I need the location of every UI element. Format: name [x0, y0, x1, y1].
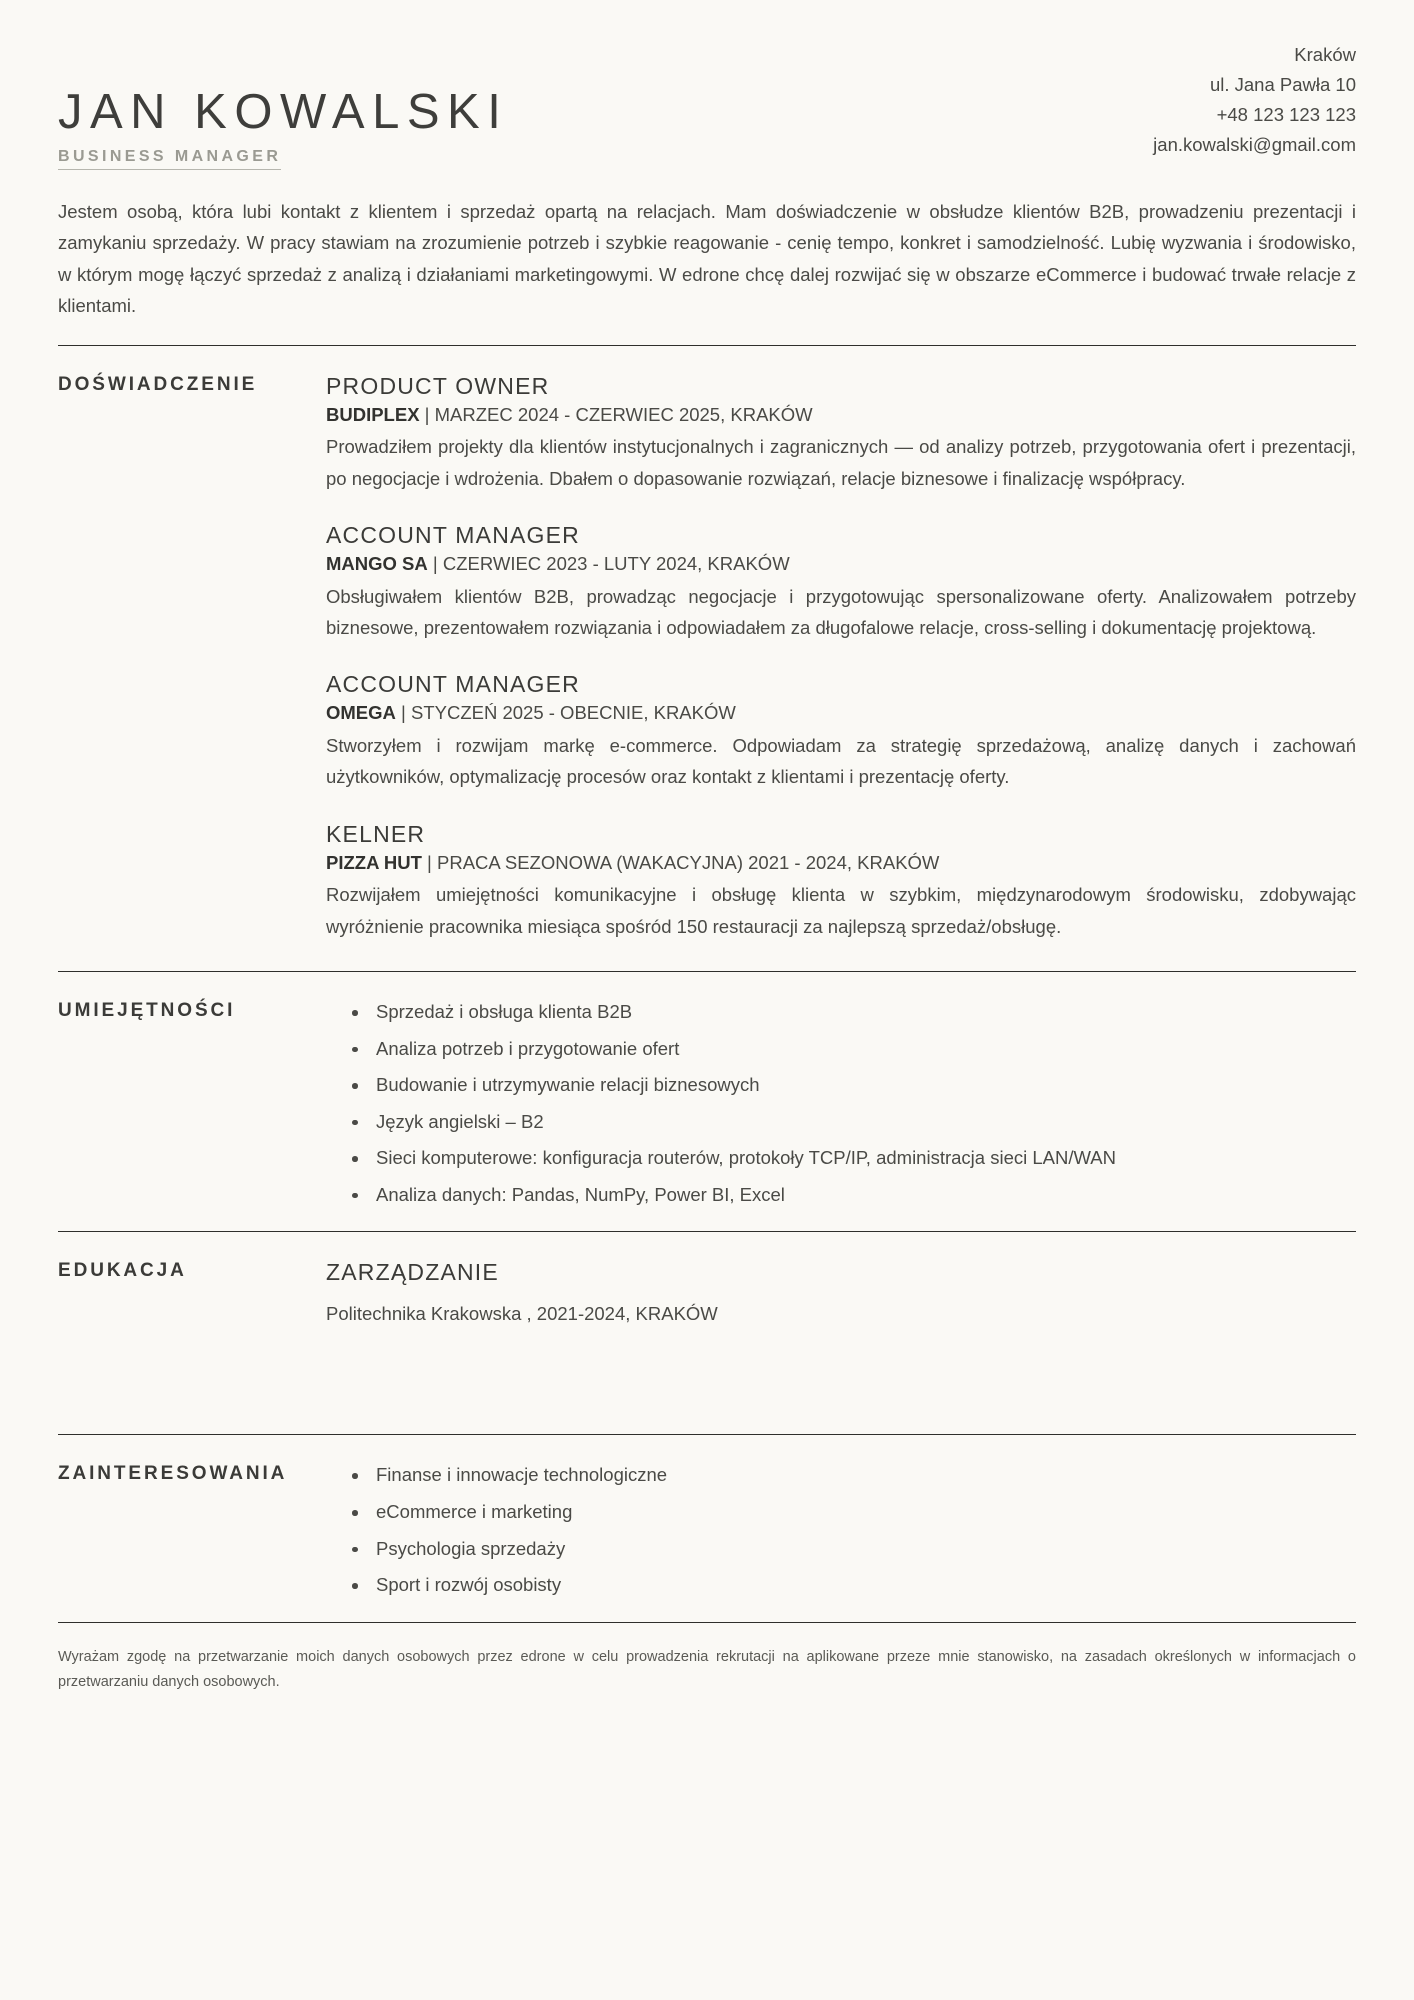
- education-spacer: [326, 1325, 1356, 1411]
- list-item: Analiza danych: Pandas, NumPy, Power BI, Excel: [352, 1181, 1356, 1209]
- job-description: Prowadziłem projekty dla klientów instytucjonalnych i zagranicznych — od analizy potrzeb, przygotowania ofert i prezentacji, po negocjacje i wdrożenia. Dbałem o dopasowanie rozwiązań, relacje biznesowe i finalizację współpracy.: [326, 436, 1356, 489]
- job-description: Stworzyłem i rozwijam markę e-commerce. Odpowiadam za strategię sprzedażową, analizę danych i zachowań użytkowników, optymalizację procesów oraz kontakt z klientami i prezentację oferty.: [326, 734, 1356, 788]
- interests-body: [326, 1461, 1356, 1598]
- page-title: JAN KOWALSKI: [58, 85, 509, 139]
- divider: [58, 1622, 1356, 1623]
- profile-summary: Jestem osobą, która lubi kontakt z klientem i sprzedaż opartą na relacjach. Mam doświadczenie w obsłudze klientów B2B, prowadzeniu prezentacji i zamykaniu sprzedaży. W pracy stawiam na zrozumienie potrzeb i szybkie reagowanie - cenię tempo, konkret i samodzielność. Lubię wyzwania i środowisko, w którym mogę łączyć sprzedaż z analizą i działaniami marketingowymi. W edrone chcę dalej rozwijać się w obszarze eCommerce i budować trwałe relacje z klientami.: [58, 200, 1356, 317]
- experience-item: [326, 372, 1356, 494]
- list-item: Język angielski – B2: [352, 1108, 1356, 1136]
- list-item: Budowanie i utrzymywanie relacji biznesowych: [352, 1071, 1356, 1099]
- job-title-subtitle: BUSINESS MANAGER: [58, 148, 281, 170]
- education-meta: Politechnika Krakowska , 2021-2024, KRAKÓW: [326, 1303, 718, 1325]
- job-company: MANGO SA: [326, 553, 428, 575]
- contact-block: [1153, 36, 1356, 160]
- contact-email[interactable]: jan.kowalski@gmail.com: [1153, 133, 1356, 155]
- skills-list: [326, 998, 1356, 1208]
- education-degree: ZARZĄDZANIE: [326, 1259, 499, 1286]
- section-label-education: EDUKACJA: [58, 1260, 187, 1282]
- section-label-interests: ZAINTERESOWANIA: [58, 1463, 288, 1485]
- job-meta: [326, 701, 1356, 725]
- job-description: Obsługiwałem klientów B2B, prowadząc negocjacje i przygotowując spersonalizowane oferty. Analizowałem potrzeby biznesowe, prezentowałem rozwiązania i odpowiadałem za długofalowe relacje, cross-selling i dokumentację projektową.: [326, 585, 1356, 638]
- list-item: Sieci komputerowe: konfiguracja routerów, protokoły TCP/IP, administracja sieci LAN/WAN: [352, 1144, 1356, 1172]
- section-label-experience: DOŚWIADCZENIE: [58, 373, 258, 395]
- job-role: ACCOUNT MANAGER: [326, 522, 580, 549]
- job-company: PIZZA HUT: [326, 851, 422, 873]
- job-dates: | STYCZEŃ 2025 - OBECNIE, KRAKÓW: [395, 702, 736, 724]
- job-company: OMEGA: [326, 702, 396, 724]
- interests-list: [326, 1461, 1356, 1598]
- consent-clause: Wyrażam zgodę na przetwarzanie moich danych osobowych przez edrone w celu prowadzenia rekrutacji na aplikowane przeze mnie stanowisko, na zasadach określonych w informacjach o przetwarzaniu danych osobowych.: [58, 1648, 1356, 1691]
- contact-phone[interactable]: +48 123 123 123: [1216, 103, 1356, 125]
- list-item: Finanse i innowacje technologiczne: [352, 1461, 1356, 1489]
- job-dates: | CZERWIEC 2023 - LUTY 2024, KRAKÓW: [427, 553, 790, 575]
- contact-street: ul. Jana Pawła 10: [1209, 73, 1356, 95]
- experience-item: [326, 670, 1356, 792]
- identity-block: [58, 36, 508, 170]
- section-label-skills: UMIEJĘTNOŚCI: [58, 1000, 236, 1022]
- contact-city: Kraków: [1294, 44, 1356, 65]
- job-dates: | PRACA SEZONOWA (WAKACYJNA) 2021 - 2024, KRAKÓW: [421, 851, 940, 873]
- experience-item: [326, 820, 1356, 942]
- job-meta: [326, 851, 1356, 875]
- job-role: KELNER: [326, 820, 426, 847]
- job-company: BUDIPLEX: [326, 403, 420, 425]
- list-item: Psychologia sprzedaży: [352, 1535, 1356, 1563]
- list-item: Sprzedaż i obsługa klienta B2B: [352, 998, 1356, 1026]
- education-body: [326, 1258, 1356, 1411]
- experience-item: [326, 521, 1356, 643]
- list-item: Analiza potrzeb i przygotowanie ofert: [352, 1035, 1356, 1063]
- resume-header: [58, 36, 1356, 170]
- section-skills: [58, 972, 1356, 1208]
- section-interests: [58, 1435, 1356, 1598]
- job-dates: | MARZEC 2024 - CZERWIEC 2025, KRAKÓW: [419, 403, 813, 425]
- section-education: [58, 1232, 1356, 1411]
- skills-body: [326, 998, 1356, 1208]
- list-item: Sport i rozwój osobisty: [352, 1571, 1356, 1599]
- experience-list: [326, 372, 1356, 948]
- job-meta: [326, 552, 1356, 576]
- job-role: ACCOUNT MANAGER: [326, 671, 580, 698]
- list-item: eCommerce i marketing: [352, 1498, 1356, 1526]
- section-experience: [58, 346, 1356, 948]
- job-description: Rozwijałem umiejętności komunikacyjne i obsługę klienta w szybkim, międzynarodowym środowisku, zdobywając wyróżnienie pracownika miesiąca spośród 150 restauracji za najlepszą sprzedaż/obsługę.: [326, 884, 1356, 937]
- job-meta: [326, 403, 1356, 427]
- job-role: PRODUCT OWNER: [326, 372, 550, 399]
